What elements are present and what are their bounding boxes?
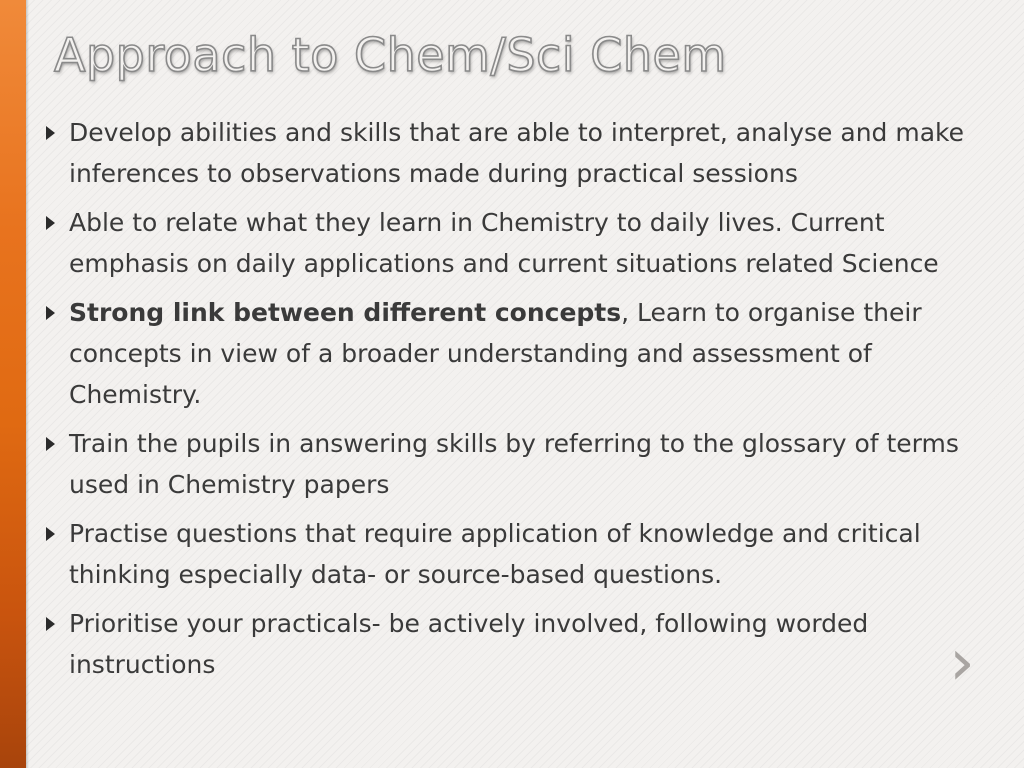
chevron-right-icon[interactable]: › — [949, 626, 975, 700]
triangle-right-icon — [46, 617, 55, 631]
triangle-right-icon — [46, 126, 55, 140]
bullet-text: Practise questions that require application of knowledge and critical thinking especially data- or source-based questions. — [69, 519, 921, 589]
bullet-text: Able to relate what they learn in Chemistry to daily lives. Current emphasis on daily applications and current situations related Science — [69, 208, 939, 278]
triangle-right-icon — [46, 306, 55, 320]
bullet-item — [42, 513, 972, 595]
bullet-item — [42, 292, 972, 415]
slide-title: Approach to Chem/Sci Chem — [54, 28, 727, 82]
bullet-text: , Learn to organise their concepts in view of a broader understanding and assessment of Chemistry. — [69, 298, 922, 409]
bullet-text: Train the pupils in answering skills by referring to the glossary of terms used in Chemistry papers — [69, 429, 959, 499]
bullet-item — [42, 202, 972, 284]
triangle-right-icon — [46, 527, 55, 541]
bullet-item — [42, 603, 972, 685]
bullet-text: Develop abilities and skills that are able to interpret, analyse and make inferences to observations made during practical sessions — [69, 118, 965, 188]
accent-side-bar — [0, 0, 26, 768]
bullet-text: Prioritise your practicals- be actively involved, following worded instructions — [69, 609, 869, 679]
bullet-item — [42, 112, 972, 194]
triangle-right-icon — [46, 437, 55, 451]
bullet-bold-lead: Strong link between different concepts — [69, 298, 622, 327]
bullet-list — [42, 112, 972, 693]
triangle-right-icon — [46, 216, 55, 230]
bullet-item — [42, 423, 972, 505]
